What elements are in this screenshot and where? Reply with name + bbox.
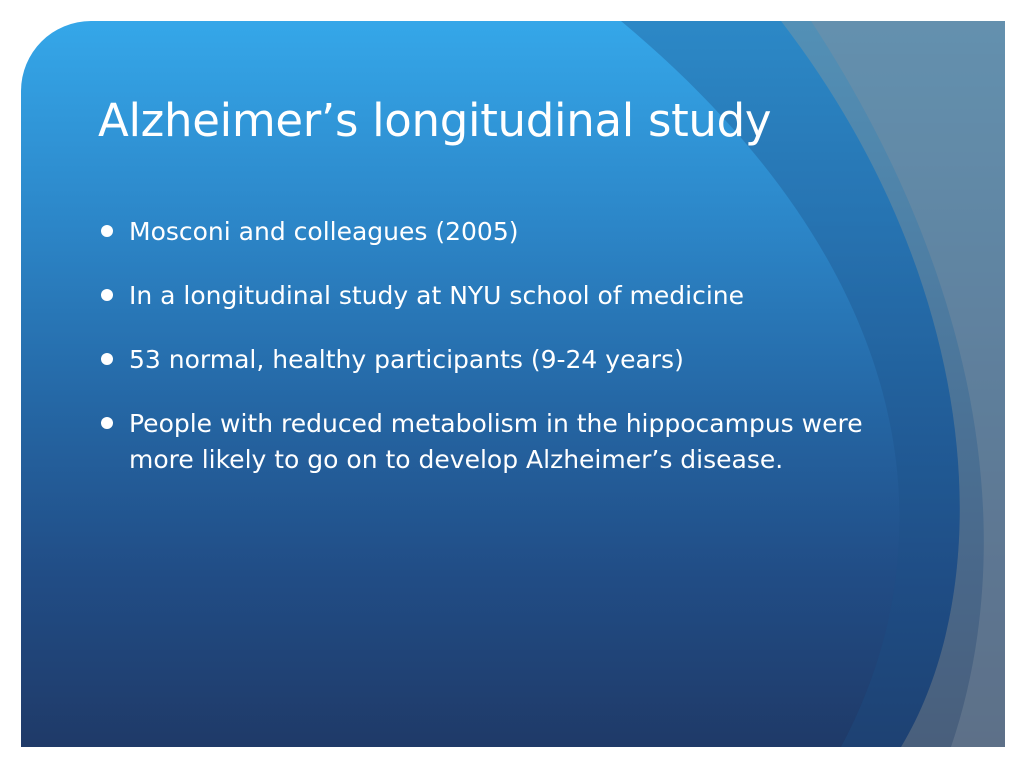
bullet-item <box>98 406 898 478</box>
bullet-item <box>98 278 898 314</box>
bullet-icon <box>101 225 113 237</box>
bullet-text: 53 normal, healthy participants (9-24 years) <box>129 345 684 374</box>
bullet-icon <box>101 417 113 429</box>
bullet-icon <box>101 353 113 365</box>
bullet-item <box>98 214 898 250</box>
slide-title: Alzheimer’s longitudinal study <box>98 94 772 147</box>
bullet-text: Mosconi and colleagues (2005) <box>129 217 519 246</box>
slide <box>21 21 1005 747</box>
bullet-text: People with reduced metabolism in the hippocampus were more likely to go on to develop Alzheimer’s disease. <box>129 409 863 474</box>
bullet-item <box>98 342 898 378</box>
bullet-list <box>98 214 898 506</box>
bullet-icon <box>101 289 113 301</box>
bullet-text: In a longitudinal study at NYU school of medicine <box>129 281 745 310</box>
